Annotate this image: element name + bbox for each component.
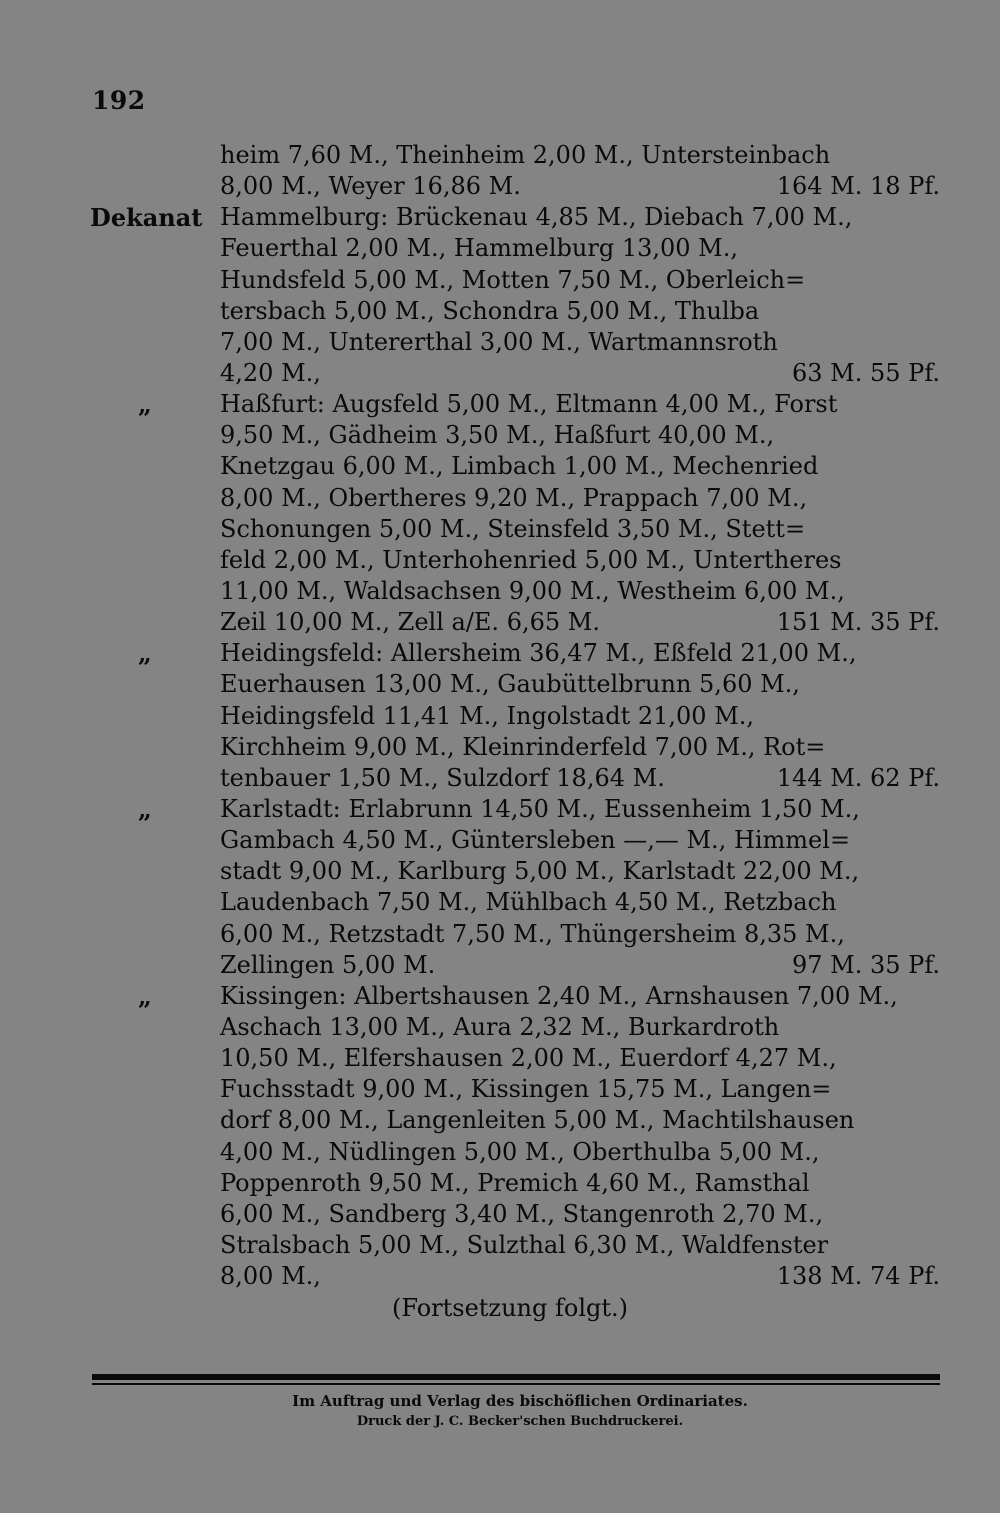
entry-line: [90, 483, 950, 514]
entry-line: [90, 1105, 950, 1136]
entry-text: Kirchheim 9,00 M., Kleinrinderfeld 7,00 M., Rot=: [220, 732, 826, 761]
entry-text: 4,20 M.,: [220, 358, 321, 387]
entry-text: dorf 8,00 M., Langenleiten 5,00 M., Machtilshausen: [220, 1106, 855, 1135]
entry-text: Hundsfeld 5,00 M., Motten 7,50 M., Oberleich=: [220, 265, 806, 294]
entry-line: [90, 202, 950, 233]
footer-rule-thin: [92, 1383, 940, 1385]
entry-text: stadt 9,00 M., Karlburg 5,00 M., Karlstadt 22,00 M.,: [220, 857, 860, 886]
entry-text: Poppenroth 9,50 M., Premich 4,60 M., Ramsthal: [220, 1168, 810, 1197]
entry-line: [90, 451, 950, 482]
entry-line: [90, 981, 950, 1012]
entry-line: [90, 1137, 950, 1168]
dekanat-label: Dekanat: [90, 203, 203, 233]
entry-amount: 151 M. 35 Pf.: [776, 608, 940, 637]
entry: [90, 389, 950, 638]
entry-line: [90, 233, 950, 264]
entry-text: Karlstadt: Erlabrunn 14,50 M., Eussenheim 1,50 M.,: [220, 794, 860, 823]
entry-line: [90, 701, 950, 732]
entry-text: Knetzgau 6,00 M., Limbach 1,00 M., Mechenried: [220, 452, 819, 481]
continuation-note: [90, 1294, 950, 1322]
entry-text: Gambach 4,50 M., Güntersleben —,— M., Himmel=: [220, 826, 851, 855]
entry-line: [90, 420, 950, 451]
entry-text: 4,00 M., Nüdlingen 5,00 M., Oberthulba 5,00 M.,: [220, 1137, 820, 1166]
entry-text: 8,00 M.,: [220, 1262, 321, 1291]
entry-line: [90, 732, 950, 763]
entry-line: [90, 514, 950, 545]
entry-line: [90, 794, 950, 825]
entry-line: [90, 950, 950, 981]
entry-line: [90, 856, 950, 887]
entry-line: [90, 887, 950, 918]
footer-rule-thick: [92, 1374, 940, 1380]
entry-text: Haßfurt: Augsfeld 5,00 M., Eltmann 4,00 M., Forst: [220, 390, 838, 419]
entry-line: [90, 1074, 950, 1105]
ditto-mark: „: [138, 639, 152, 669]
entry-text: 6,00 M., Retzstadt 7,50 M., Thüngersheim 8,35 M.,: [220, 919, 845, 948]
entry-text: 11,00 M., Waldsachsen 9,00 M., Westheim 6,00 M.,: [220, 576, 845, 605]
entry-text: 9,50 M., Gädheim 3,50 M., Haßfurt 40,00 M.,: [220, 421, 775, 450]
entry-amount: 144 M. 62 Pf.: [776, 763, 940, 792]
entries-list: [90, 140, 950, 1292]
entry: [90, 140, 950, 202]
imprint-line-1: Im Auftrag und Verlag des bischöflichen Ordinariates.: [292, 1392, 748, 1410]
entry-line: [90, 763, 950, 794]
entry: [90, 794, 950, 981]
ditto-mark: „: [138, 390, 152, 420]
entry-text: tenbauer 1,50 M., Sulzdorf 18,64 M.: [220, 763, 665, 792]
entry-text: 10,50 M., Elfershausen 2,00 M., Euerdorf 4,27 M.,: [220, 1044, 837, 1073]
entry-line: [90, 327, 950, 358]
entry-text: Heidingsfeld: Allersheim 36,47 M., Eßfeld 21,00 M.,: [220, 639, 857, 668]
entry-text: Heidingsfeld 11,41 M., Ingolstadt 21,00 M.,: [220, 701, 755, 730]
entry-line: [90, 669, 950, 700]
entry: [90, 202, 950, 389]
imprint-line-2: Druck der J. C. Becker'schen Buchdruckerei.: [356, 1414, 684, 1429]
entry-line: [90, 171, 950, 202]
entry-amount: 164 M. 18 Pf.: [776, 172, 940, 201]
entry-text: Euerhausen 13,00 M., Gaubüttelbrunn 5,60 M.,: [220, 670, 800, 699]
entry-text: 6,00 M., Sandberg 3,40 M., Stangenroth 2,70 M.,: [220, 1199, 824, 1228]
entry-line: [90, 358, 950, 389]
entry-line: [90, 638, 950, 669]
entry-line: [90, 1012, 950, 1043]
entry-amount: 97 M. 35 Pf.: [792, 950, 940, 979]
entry-line: [90, 825, 950, 856]
entry-line: [90, 140, 950, 171]
entry-text: feld 2,00 M., Unterhohenried 5,00 M., Untertheres: [220, 545, 842, 574]
entry-line: [90, 296, 950, 327]
page-number: 192: [92, 86, 146, 115]
entry-text: Fuchsstadt 9,00 M., Kissingen 15,75 M., Langen=: [220, 1075, 832, 1104]
entry-line: [90, 545, 950, 576]
entry-text: Hammelburg: Brückenau 4,85 M., Diebach 7,00 M.,: [220, 203, 853, 232]
entry: [90, 981, 950, 1292]
entry-text: Zellingen 5,00 M.: [220, 950, 436, 979]
entry-text: 7,00 M., Untererthal 3,00 M., Wartmannsroth: [220, 327, 778, 356]
entry: [90, 638, 950, 794]
continuation-text: (Fortsetzung folgt.): [392, 1294, 628, 1322]
entry-text: 8,00 M., Obertheres 9,20 M., Prappach 7,00 M.,: [220, 483, 808, 512]
entry-amount: 138 M. 74 Pf.: [776, 1262, 940, 1291]
entry-text: Schonungen 5,00 M., Steinsfeld 3,50 M., Stett=: [220, 514, 806, 543]
entry-text: Feuerthal 2,00 M., Hammelburg 13,00 M.,: [220, 234, 739, 263]
entry-line: [90, 389, 950, 420]
entry-line: [90, 576, 950, 607]
entry-text: Zeil 10,00 M., Zell a/E. 6,65 M.: [220, 608, 600, 637]
entry-text: Aschach 13,00 M., Aura 2,32 M., Burkardroth: [220, 1012, 780, 1041]
entry-line: [90, 607, 950, 638]
entry-line: [90, 1230, 950, 1261]
entry-line: [90, 1261, 950, 1292]
entry-line: [90, 919, 950, 950]
ditto-mark: „: [138, 981, 152, 1011]
entry-text: Kissingen: Albertshausen 2,40 M., Arnshausen 7,00 M.,: [220, 981, 898, 1010]
entry-line: [90, 1043, 950, 1074]
entry-line: [90, 265, 950, 296]
entry-line: [90, 1168, 950, 1199]
entry-text: heim 7,60 M., Theinheim 2,00 M., Untersteinbach: [220, 141, 831, 169]
entry-amount: 63 M. 55 Pf.: [792, 358, 940, 387]
entry-text: 8,00 M., Weyer 16,86 M.: [220, 172, 521, 201]
ditto-mark: „: [138, 794, 152, 824]
entry-text: tersbach 5,00 M., Schondra 5,00 M., Thulba: [220, 296, 760, 325]
entry-text: Laudenbach 7,50 M., Mühlbach 4,50 M., Retzbach: [220, 888, 837, 917]
entry-text: Stralsbach 5,00 M., Sulzthal 6,30 M., Waldfenster: [220, 1230, 829, 1259]
entry-line: [90, 1199, 950, 1230]
